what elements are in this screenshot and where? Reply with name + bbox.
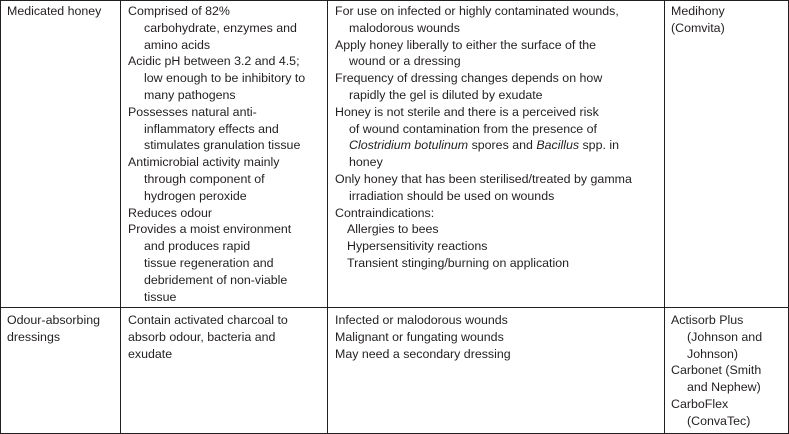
- property-line: and produces rapid: [144, 239, 251, 254]
- property-line: through component of: [144, 171, 265, 186]
- dressing-type-label: dressings: [7, 329, 61, 344]
- usage-line: wound or a dressing: [349, 54, 461, 69]
- table-row: [7, 3, 101, 20]
- property-line: inflammatory effects and: [144, 121, 279, 136]
- usage-line: irradiation should be used on wounds: [349, 188, 555, 203]
- usage-line: [335, 137, 632, 154]
- property-line: hydrogen peroxide: [144, 188, 247, 203]
- dressing-type-label: Medicated honey: [7, 4, 102, 18]
- usage-line: Only honey that has been sterilised/treated by gamma: [335, 171, 632, 186]
- property-line: low enough to be inhibitory to: [144, 71, 306, 86]
- row-divider: [0, 307, 789, 308]
- species-name: Clostridium botulinum: [349, 138, 469, 153]
- property-line: Provides a moist environment: [128, 222, 292, 237]
- usage-line: Frequency of dressing changes depends on how: [335, 71, 603, 86]
- usage-line: malodorous wounds: [349, 20, 460, 35]
- property-line: stimulates granulation tissue: [144, 138, 301, 153]
- contraindications-heading: Contraindications:: [335, 205, 435, 220]
- property-line: Comprised of 82%: [128, 4, 230, 18]
- property-line: absorb odour, bacteria and: [128, 329, 276, 344]
- product-line: Carbonet (Smith: [671, 363, 762, 378]
- products-cell: [671, 3, 725, 37]
- usage-line: of wound contamination from the presence of: [349, 121, 597, 136]
- table-top-border: [0, 0, 789, 1]
- property-line: tissue: [144, 289, 177, 304]
- column-divider: [664, 0, 665, 434]
- column-divider: [327, 0, 328, 434]
- property-line: amino acids: [144, 37, 211, 52]
- properties-cell: [128, 312, 288, 362]
- properties-cell: [128, 3, 305, 305]
- usage-text: spp. in: [579, 138, 619, 153]
- property-line: Possesses natural anti-: [128, 104, 257, 119]
- dressing-type-label: Odour-absorbing: [7, 313, 100, 327]
- contraindication-item: Hypersensitivity reactions: [347, 239, 488, 254]
- property-line: Antimicrobial activity mainly: [128, 155, 280, 170]
- property-line: debridement of non-viable: [144, 272, 288, 287]
- usage-line: For use on infected or highly contaminated wounds,: [335, 4, 619, 18]
- property-line: exudate: [128, 346, 173, 361]
- contraindication-item: Transient stinging/burning on application: [347, 255, 570, 270]
- product-line: CarboFlex: [671, 396, 729, 411]
- property-line: Contain activated charcoal to: [128, 313, 288, 327]
- usage-line: Honey is not sterile and there is a perceived risk: [335, 104, 599, 119]
- property-line: many pathogens: [144, 87, 236, 102]
- usage-line: Malignant or fungating wounds: [335, 329, 504, 344]
- usage-cell: [335, 312, 511, 362]
- usage-line: May need a secondary dressing: [335, 346, 511, 361]
- usage-line: rapidly the gel is diluted by exudate: [349, 87, 543, 102]
- product-line: Medihony: [671, 4, 725, 18]
- product-line: (Johnson and: [687, 329, 763, 344]
- property-line: Acidic pH between 3.2 and 4.5;: [128, 54, 300, 69]
- usage-line: Apply honey liberally to either the surface of the: [335, 37, 597, 52]
- usage-line: Infected or malodorous wounds: [335, 313, 508, 327]
- product-line: (ConvaTec): [687, 413, 751, 428]
- column-divider: [120, 0, 121, 434]
- usage-text: spores and: [468, 138, 537, 153]
- table-row: [7, 312, 100, 346]
- property-line: tissue regeneration and: [144, 255, 274, 270]
- product-line: and Nephew): [687, 380, 761, 395]
- contraindication-item: Allergies to bees: [347, 222, 439, 237]
- usage-cell: [335, 3, 632, 272]
- product-line: Johnson): [687, 346, 738, 361]
- product-line: Actisorb Plus: [671, 313, 744, 327]
- table-left-border: [0, 0, 1, 434]
- product-line: (Comvita): [671, 20, 725, 35]
- property-line: carbohydrate, enzymes and: [144, 20, 297, 35]
- species-name: Bacillus: [536, 138, 580, 153]
- usage-line: honey: [349, 155, 383, 170]
- products-cell: [671, 312, 762, 430]
- property-line: Reduces odour: [128, 205, 213, 220]
